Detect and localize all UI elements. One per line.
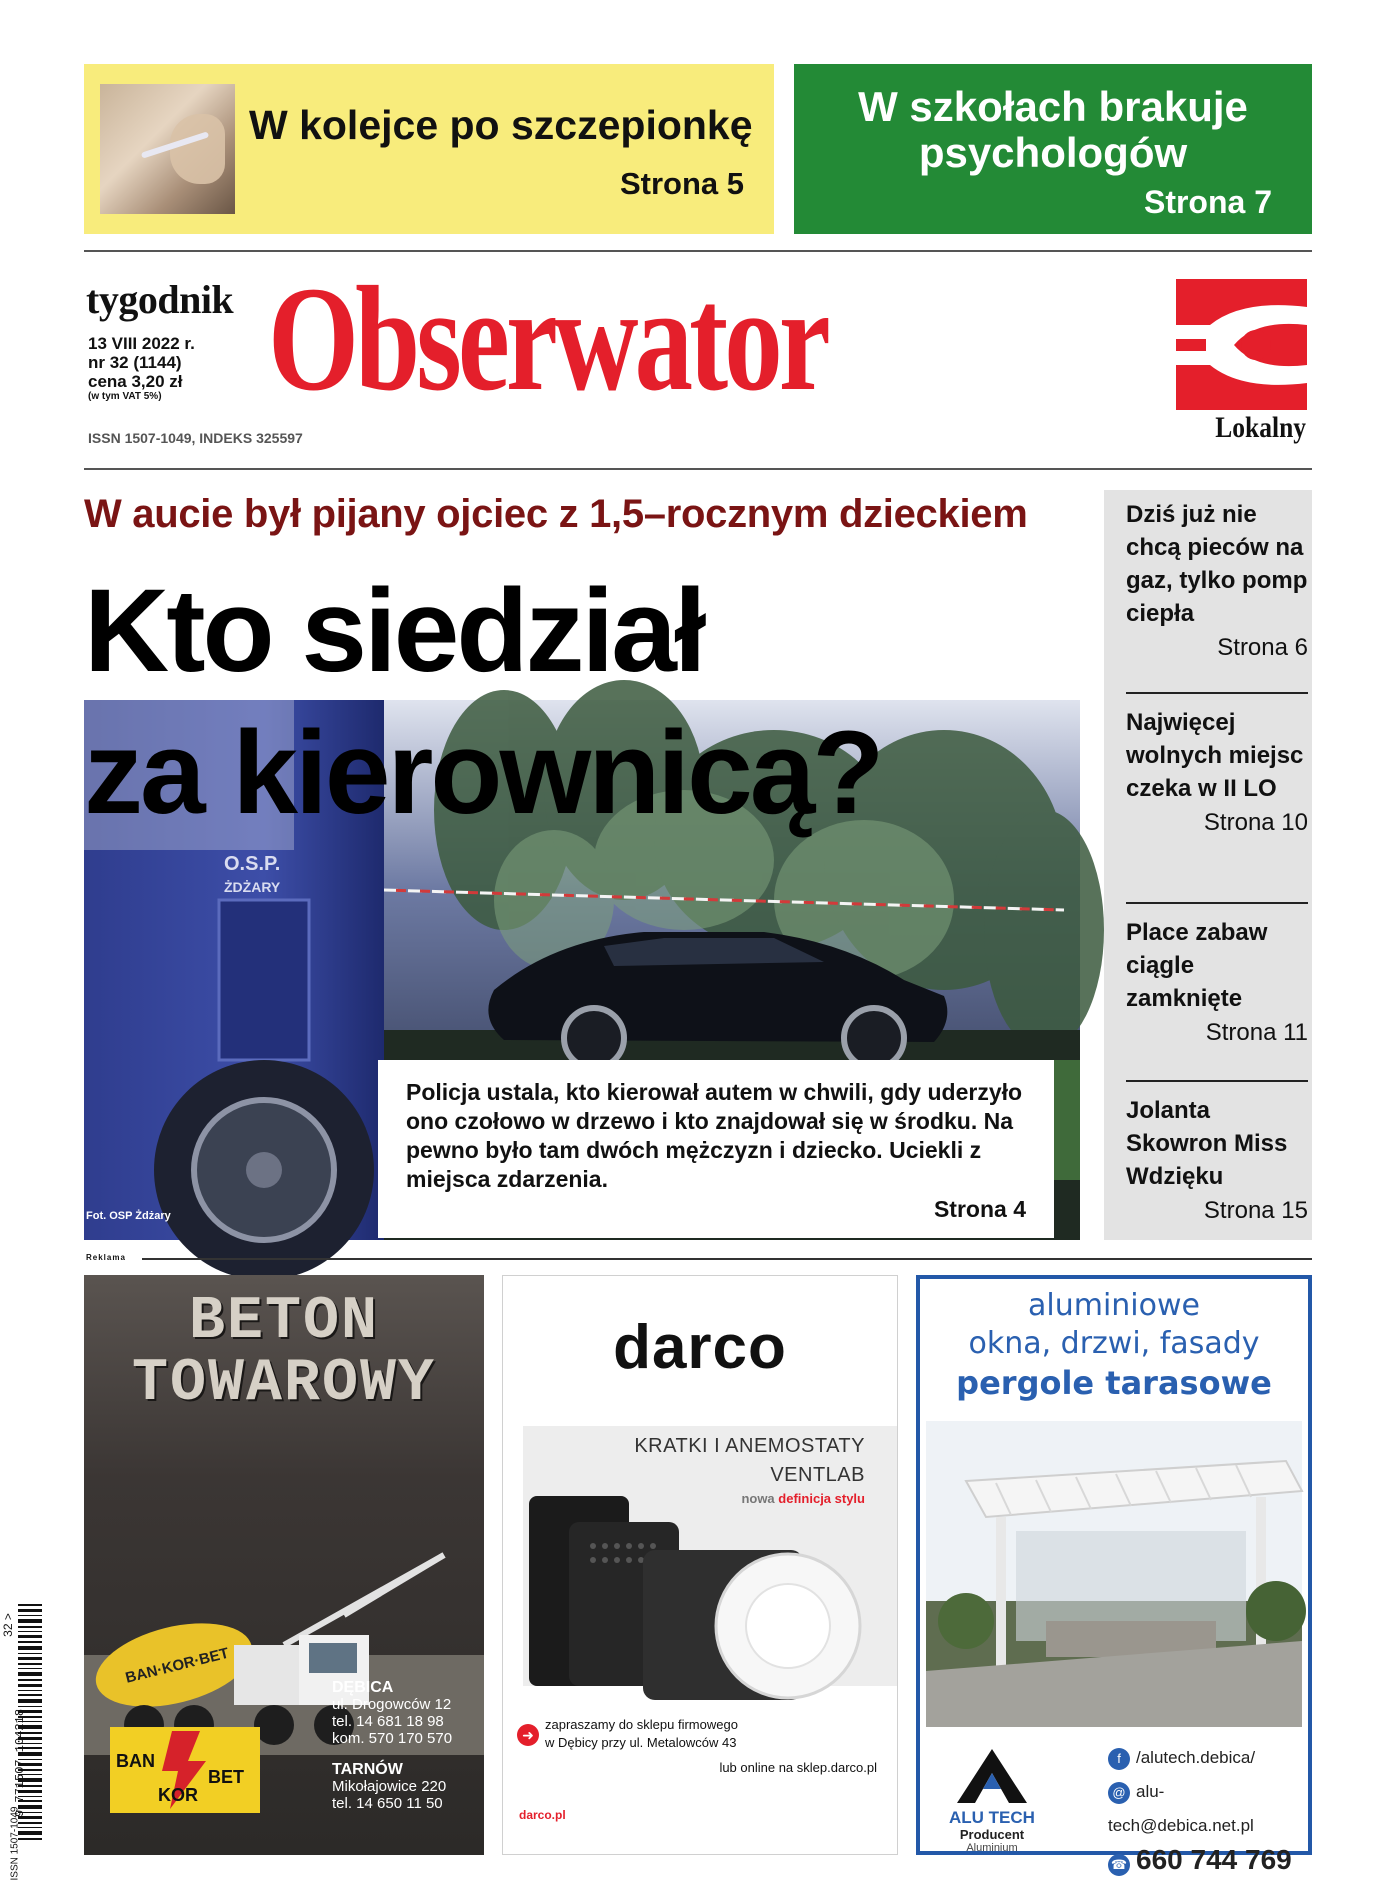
sidebar	[1104, 490, 1312, 1240]
ad-title-line: TOWAROWY	[131, 1350, 437, 1418]
lead-kicker[interactable]: W aucie był pijany ojciec z 1,5–rocznym dzieckiem	[84, 492, 1028, 536]
ad-alutech[interactable]	[916, 1275, 1312, 1875]
contact-mobile[interactable]: kom. 570 170 570	[332, 1730, 453, 1747]
teaser-vaccination[interactable]	[84, 64, 774, 234]
contact-facebook[interactable]	[1108, 1741, 1308, 1775]
invite-line: w Dębicy przy ul. Metalowców 43	[545, 1735, 737, 1750]
tag-highlight: definicja stylu	[778, 1491, 865, 1506]
teaser-title: W kolejce po szczepionkę	[249, 102, 753, 148]
email-address: alu-tech@debica.net.pl	[1108, 1782, 1254, 1835]
email-icon: @	[1108, 1782, 1130, 1804]
caption-page[interactable]: Strona 4	[933, 1196, 1026, 1222]
lead-headline[interactable]	[84, 560, 881, 844]
contact-address: ul. Drogowców 12	[332, 1696, 452, 1713]
sidebar-item-heat-pumps[interactable]	[1126, 498, 1308, 662]
sidebar-item-miss[interactable]	[1126, 1094, 1308, 1225]
ad-title-line: aluminiowe	[1028, 1288, 1200, 1323]
teaser-psychologists[interactable]	[794, 64, 1312, 234]
divider	[1126, 902, 1308, 904]
ad-darco-headline	[634, 1432, 865, 1490]
ad-label: Reklama	[86, 1253, 126, 1262]
masthead-meta	[88, 334, 195, 403]
alutech-logo-icon	[957, 1749, 1027, 1803]
ad-darco-invite	[545, 1716, 738, 1752]
truck-label: ŻDŻARY	[224, 879, 281, 895]
teaser-title: W szkołach brakuje psychologów	[858, 83, 1248, 176]
ad-headline-line: VENTLAB	[770, 1464, 865, 1486]
bankorbet-logo-icon	[110, 1727, 260, 1813]
contact-address: Mikołajowice 220	[332, 1778, 447, 1795]
sidebar-item-page: Strona 10	[1203, 809, 1308, 836]
alutech-logo	[942, 1749, 1042, 1854]
arrow-right-icon: ➜	[517, 1724, 539, 1746]
vat-note: (w tym VAT 5%)	[88, 391, 162, 402]
eye-logo-icon	[1176, 279, 1307, 410]
sidebar-item-title: Dziś już nie chcą pieców na gaz, tylko pomp ciepła	[1126, 501, 1308, 627]
lead-caption	[378, 1060, 1054, 1238]
divider	[84, 250, 1312, 252]
sidebar-item-title: Place zabaw ciągle zamknięte	[1126, 919, 1268, 1012]
barcode-issue: 32 >	[0, 1613, 15, 1637]
invite-line: zapraszamy do sklepu firmowego	[545, 1717, 738, 1732]
contact-phone[interactable]	[1108, 1843, 1308, 1881]
ad-darco-tagline	[741, 1491, 865, 1506]
truck-brand: BAN·KOR·BET	[123, 1644, 231, 1687]
phone-number: 660 744 769	[1136, 1844, 1292, 1875]
contact-phone[interactable]: tel. 14 650 11 50	[332, 1795, 443, 1812]
tag-prefix: nowa	[741, 1491, 775, 1506]
sidebar-item-page: Strona 15	[1203, 1197, 1308, 1224]
contact-email[interactable]	[1108, 1775, 1308, 1843]
masthead-subtitle: Lokalny	[1215, 411, 1306, 444]
ad-darco[interactable]	[502, 1275, 898, 1855]
divider	[1126, 1080, 1308, 1082]
ad-darco-online[interactable]: lub online na sklep.darco.pl	[719, 1760, 877, 1775]
divider	[1126, 692, 1308, 694]
caption-text: Policja ustala, kto kierował autem w chwili, gdy uderzyło ono czołowo w drzewo i kto znajdował się w środku. Na pewno było tam dwóch mężczyzn i dziecko. Uciekli z miejsca zdarzenia.	[406, 1079, 1023, 1192]
sidebar-item-title: Najwięcej wolnych miejsc czeka w II LO	[1126, 709, 1304, 802]
phone-icon: ☎	[1108, 1854, 1130, 1876]
sidebar-item-page: Strona 11	[1205, 1019, 1308, 1046]
photo-credit: Fot. OSP Żdżary	[86, 1210, 171, 1222]
logo-text: BAN	[116, 1751, 155, 1771]
pergola-image	[926, 1421, 1302, 1727]
contact-city: DĘBICA	[332, 1679, 394, 1696]
masthead-weekly: tygodnik	[86, 277, 234, 322]
barcode-issn: ISSN 1507-1049	[9, 1806, 21, 1881]
headline-line: Kto siedział	[84, 565, 704, 697]
ad-headline-line: KRATKI I ANEMOSTATY	[634, 1435, 865, 1457]
contact-city: TARNÓW	[332, 1761, 403, 1778]
ad-beton-contact	[332, 1679, 452, 1812]
divider	[84, 468, 1312, 470]
brand-name: ALU TECH	[949, 1808, 1035, 1827]
ad-darco-brand: darco	[613, 1313, 787, 1382]
barcode-number: 9 771507 104218	[13, 1708, 27, 1817]
brand-aluminium: Aluminium	[966, 1842, 1018, 1854]
headline-line: za kierownicą?	[84, 707, 882, 839]
ad-darco-url[interactable]: darco.pl	[519, 1808, 566, 1822]
divider	[142, 1258, 1312, 1260]
issn-index: ISSN 1507-1049, INDEKS 325597	[88, 430, 303, 446]
logo-text: KOR	[158, 1785, 198, 1805]
ad-title-line: BETON	[188, 1288, 380, 1356]
issue-date: 13 VIII 2022 r.	[88, 334, 195, 353]
brand-producer: Producent	[959, 1827, 1025, 1842]
ad-title-line: okna, drzwi, fasady	[968, 1326, 1260, 1361]
contact-phone[interactable]: tel. 14 681 18 98	[332, 1713, 444, 1730]
sidebar-item-playgrounds[interactable]	[1126, 916, 1308, 1047]
truck-label: O.S.P.	[224, 853, 281, 875]
teaser-page: Strona 5	[619, 166, 744, 201]
sidebar-item-high-school[interactable]	[1126, 706, 1308, 837]
ad-beton-title	[84, 1288, 484, 1418]
teaser-page: Strona 7	[1143, 184, 1272, 220]
ad-alutech-title	[920, 1287, 1308, 1403]
vaccination-photo	[100, 84, 235, 214]
issue-number: nr 32 (1144)	[88, 353, 182, 372]
ad-alutech-contacts	[1108, 1741, 1308, 1881]
logo-text: BET	[208, 1767, 244, 1787]
ad-beton[interactable]	[84, 1275, 484, 1855]
masthead-title[interactable]: Obserwator	[268, 256, 827, 422]
sidebar-item-title: Jolanta Skowron Miss Wdzięku	[1126, 1097, 1288, 1190]
facebook-handle: /alutech.debica/	[1136, 1748, 1256, 1767]
pergola-photo	[926, 1421, 1302, 1727]
ad-title-line: pergole tarasowe	[956, 1364, 1272, 1402]
issue-price: cena 3,20 zł	[88, 372, 183, 391]
sidebar-item-page: Strona 6	[1217, 634, 1308, 661]
facebook-icon: f	[1108, 1748, 1130, 1770]
